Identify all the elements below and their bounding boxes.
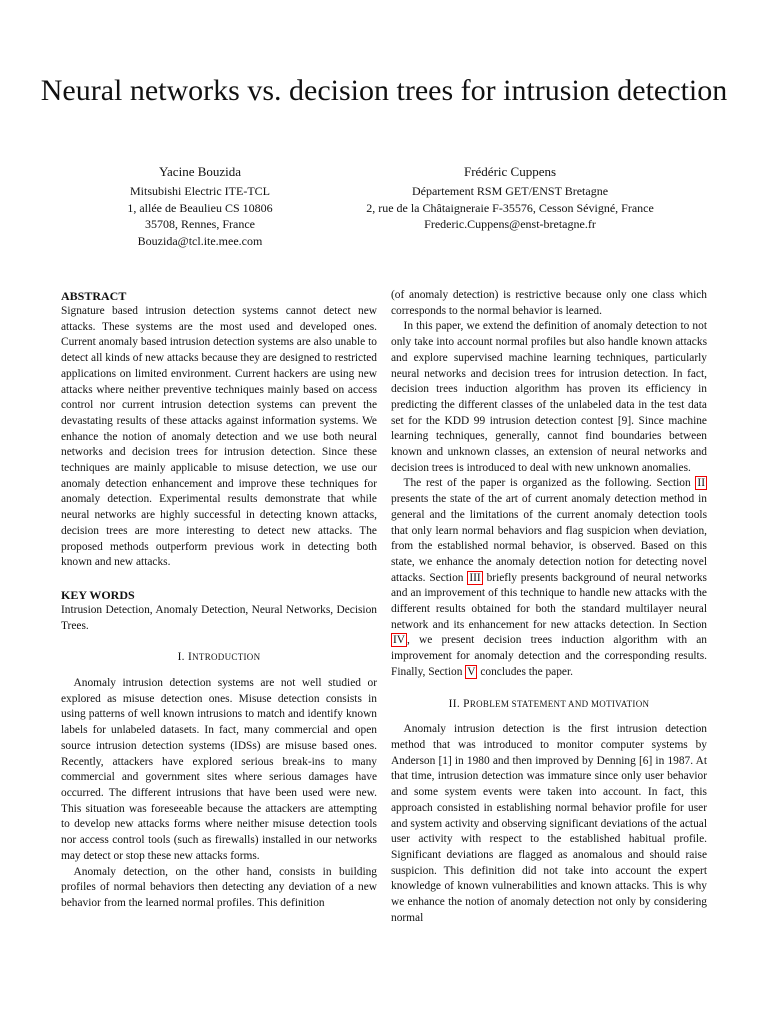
- intro-paragraph: Anomaly detection, on the other hand, consists in building profiles of normal behaviors then detecting any deviation of a new behavior from the learned normal profiles. This definition: [61, 865, 377, 909]
- author-email: Bouzida@tcl.ite.mee.com: [137, 233, 263, 248]
- body-paragraph: (of anomaly detection) is restrictive because only one class which corresponds to the normal behavior is learned.: [391, 289, 707, 317]
- paper-title: Neural networks vs. decision trees for intrusion detection: [40, 74, 728, 107]
- keywords-text: Intrusion Detection, Anomaly Detection, Neural Networks, Decision Trees.: [61, 603, 377, 632]
- author-address: 1, allée de Beaulieu CS 10806: [127, 200, 273, 215]
- author-city: 35708, Rennes, France: [145, 217, 255, 231]
- section-link-ii[interactable]: II: [697, 477, 705, 490]
- section-link-iii[interactable]: III: [469, 571, 481, 584]
- author-name: Yacine Bouzida: [158, 164, 242, 179]
- author-block-1: [80, 163, 320, 249]
- body-paragraph: Anomaly intrusion detection is the first intrusion detection method that was introduced to monitor computer systems by Anderson [1] in 1980 and then improved by Denning [6] in 1987. At that time, intrusion detection was immature since only user behavior and some system events were taken into account. In fact, this approach consisted in establishing normal behavior profile for user and system activity and observing significant deviations of the actual user activity with respect to the established habitual profile. Significant deviations are flagged as anomalous and should raise suspicion. This definition did not take into account the expert knowledge of known vulnerabilities and known attacks. This is why we enhance the notion of anomaly detection not only by considering normal: [391, 723, 707, 924]
- author-email: Frederic.Cuppens@enst-bretagne.fr: [424, 217, 596, 231]
- left-column: [61, 288, 377, 912]
- section-heading-introduction: I. INTRODUCTION: [177, 651, 261, 664]
- section-link-iv[interactable]: IV: [393, 634, 406, 647]
- section-heading-problem-statement: II. PROBLEM STATEMENT AND MOTIVATION: [448, 697, 650, 710]
- intro-paragraph: Anomaly intrusion detection systems are not well studied or explored as misuse detection ones. Misuse detection consists in using patterns of well known intrusions to match and identify known labels for unlabeled datasets. In fact, many commercial and open source intrusion detection systems (IDSs) are misuse based ones. Recently, attackers have explored serious break-ins to many commercial and government sites where serious damages have occurred. The different intrusions that have been used were new. This situation was foreseeable because the attackers are attempting to develop new attacks forms where neither misuse detection tools nor access control tools (such as firewalls) installed in our networks may detect or stop these new attacks forms.: [61, 677, 377, 862]
- keywords-heading: KEY WORDS: [61, 587, 135, 602]
- abstract-text: Signature based intrusion detection systems cannot detect new attacks. These systems are the most used and developed ones. Current anomaly based intrusion detection systems are also unable to detect all kinds of new attacks because they are designed to restricted applications on limited environment. Current hackers are using new attacks where neither preventive techniques mainly based on access control nor current intrusion detection systems can prevent the devastating results of these attacks against information systems. We enhance the notion of anomaly detection and we use both neural networks and decision trees for intrusion detection. Since these techniques are mainly applicable to misuse detection, we use our anomaly detection enhancement and improve these techniques for anomaly detection. Experimental results demonstrate that while neural networks are highly successful in detecting known attacks, decision trees are more interesting to detect new attacks. The proposed methods outperform previous work in detecting both known and new attacks.: [61, 305, 377, 569]
- author-name: Frédéric Cuppens: [463, 164, 557, 179]
- author-block-2: [330, 163, 690, 233]
- outline-paragraph: The rest of the paper is organized as the following. Section II presents the state of the art of current anomaly detection method in general and the limitations of the current anomaly detection tools that only learn normal behaviors and flag suspicion when deviation, from the established normal behavior, is observed. Based on this state, we enhance the anomaly detection notion for detecting novel attacks. Section III briefly presents background of neural networks and an improvement of this technique to handle new attacks with the different results obtained for both the standard multilayer neural network and its enhancement for new attacks detection. In Section IV , we present decision trees induction algorithm with an improvement for anomaly detection and the corresponding results. Finally, Section V concludes the paper.: [391, 477, 707, 678]
- section-link-v[interactable]: V: [467, 665, 476, 678]
- body-paragraph: In this paper, we extend the definition of anomaly detection to not only take into account normal profiles but also handle known attacks and explore supervised machine learning techniques, particularly neural networks and decision trees for intrusion detection. In fact, decision trees induction algorithm has proven its efficiency in predicting the different classes of the unlabeled data in the test data set for the KDD 99 intrusion detection contest [9]. Since machine learning techniques, generally, cannot find boundaries between known and unknown classes, an extension of neural networks and decision trees is introduced to deal with new unknown anomalies.: [391, 320, 707, 474]
- author-address: 2, rue de la Châtaigneraie F-35576, Cesson Sévigné, France: [366, 200, 654, 215]
- author-affiliation: Département RSM GET/ENST Bretagne: [411, 184, 609, 198]
- abstract-heading: ABSTRACT: [61, 289, 127, 303]
- right-column: [391, 288, 707, 926]
- author-affiliation: Mitsubishi Electric ITE-TCL: [130, 184, 270, 198]
